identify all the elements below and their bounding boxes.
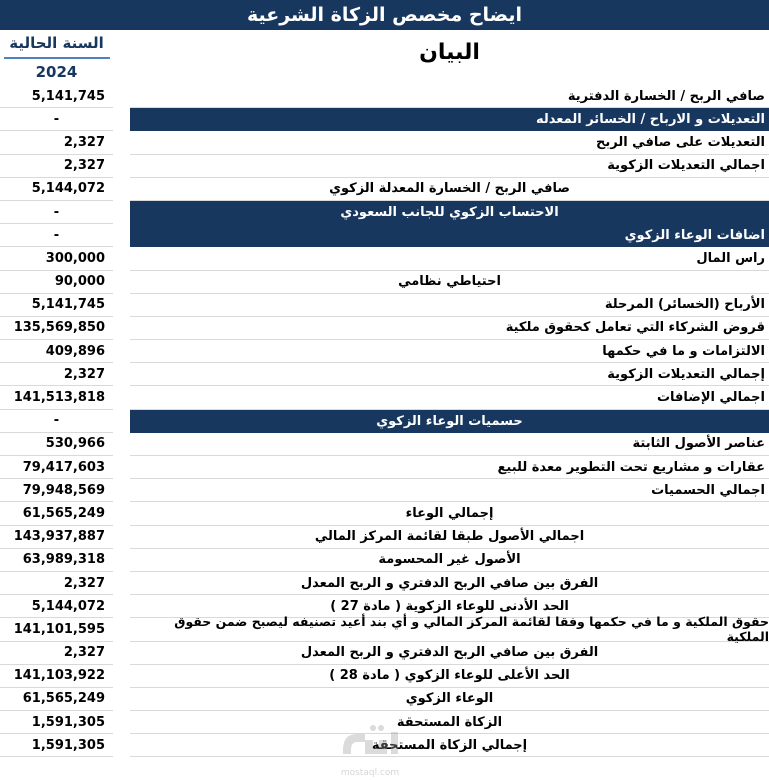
statement-row <box>0 410 769 433</box>
row-label: اجمالي الإضافات <box>130 386 769 409</box>
statement-row <box>0 433 769 456</box>
row-label: صافي الربح / الخسارة الدفترية <box>130 85 769 108</box>
row-amount: 2,327 <box>0 572 113 595</box>
section-header-label: حسميات الوعاء الزكوي <box>130 410 769 433</box>
section-header-label: اضافات الوعاء الزكوي <box>130 224 769 247</box>
row-label: قروض الشركاء التي تعامل كحقوق ملكية <box>130 317 769 340</box>
year-column-header <box>0 32 113 87</box>
row-amount: 79,417,603 <box>0 456 113 479</box>
row-amount: 300,000 <box>0 247 113 270</box>
row-label: عناصر الأصول الثابتة <box>130 433 769 456</box>
statement-row <box>0 456 769 479</box>
row-label: الزكاة المستحقة <box>130 711 769 734</box>
year-underline <box>4 57 110 59</box>
watermark-text: mostaql.com <box>340 768 400 778</box>
statement-row <box>0 688 769 711</box>
current-year-value: 2024 <box>35 63 78 81</box>
row-amount: 135,569,850 <box>0 317 113 340</box>
statement-row <box>0 502 769 525</box>
row-amount: 141,103,922 <box>0 665 113 688</box>
row-amount: 90,000 <box>0 271 113 294</box>
mostaql-watermark <box>335 720 405 778</box>
row-label: الوعاء الزكوي <box>130 688 769 711</box>
row-label: التعديلات على صافي الربح <box>130 131 769 154</box>
row-amount: 5,141,745 <box>0 294 113 317</box>
row-amount: - <box>0 108 113 131</box>
sheet-title: ايضاح مخصص الزكاة الشرعية <box>0 0 769 30</box>
statement-row <box>0 386 769 409</box>
row-amount: 409,896 <box>0 340 113 363</box>
row-label: إجمالي الوعاء <box>130 502 769 525</box>
statement-row <box>0 108 769 131</box>
statement-row <box>0 155 769 178</box>
statement-row <box>0 572 769 595</box>
current-year-label: السنة الحالية <box>9 34 104 52</box>
row-amount: 141,513,818 <box>0 386 113 409</box>
row-label: صافي الربح / الخسارة المعدلة الزكوي <box>130 178 769 201</box>
statement-header: البيان <box>419 40 480 65</box>
row-label: اجمالي الحسميات <box>130 479 769 502</box>
row-amount: 61,565,249 <box>0 502 113 525</box>
statement-row <box>0 549 769 572</box>
row-label: اجمالي التعديلات الزكوية <box>130 155 769 178</box>
row-amount: - <box>0 201 113 224</box>
statement-row <box>0 665 769 688</box>
statement-row <box>0 526 769 549</box>
statement-row <box>0 201 769 224</box>
section-header-label: الاحتساب الزكوي للجانب السعودي <box>130 201 769 224</box>
statement-row <box>0 294 769 317</box>
row-amount: 2,327 <box>0 131 113 154</box>
row-amount: 2,327 <box>0 363 113 386</box>
row-amount: - <box>0 410 113 433</box>
row-amount: 1,591,305 <box>0 711 113 734</box>
row-label: الالتزامات و ما في حكمها <box>130 340 769 363</box>
row-amount: 1,591,305 <box>0 734 113 757</box>
row-label: الحد الأعلى للوعاء الزكوي ( مادة 28 ) <box>130 665 769 688</box>
row-amount: 63,989,318 <box>0 549 113 572</box>
statement-rows <box>0 85 769 757</box>
statement-row <box>0 131 769 154</box>
statement-row <box>0 85 769 108</box>
row-amount: 5,144,072 <box>0 595 113 618</box>
row-amount: 5,144,072 <box>0 178 113 201</box>
statement-row <box>0 479 769 502</box>
mostaql-logo-icon <box>335 720 405 766</box>
statement-row <box>0 642 769 665</box>
statement-row <box>0 178 769 201</box>
row-label: الفرق بين صافي الربح الدفتري و الربح المعدل <box>130 572 769 595</box>
row-amount: - <box>0 224 113 247</box>
section-header-label: التعديلات و الارباح / الخسائر المعدله <box>130 108 769 131</box>
statement-row <box>0 614 769 645</box>
row-label: الفرق بين صافي الربح الدفتري و الربح المعدل <box>130 642 769 665</box>
row-amount: 61,565,249 <box>0 688 113 711</box>
row-label: احتياطي نظامي <box>130 271 769 294</box>
row-label: حقوق الملكية و ما في حكمها وفقا لقائمة المركز المالي و أي بند أعيد تصنيفه ليصبح ضمن حقوق الملكية <box>130 618 769 641</box>
row-amount: 5,141,745 <box>0 85 113 108</box>
row-label: اجمالي الأصول طبقا لقائمة المركز المالي <box>130 526 769 549</box>
row-amount: 530,966 <box>0 433 113 456</box>
row-label: عقارات و مشاريع تحت التطوير معدة للبيع <box>130 456 769 479</box>
row-amount: 2,327 <box>0 155 113 178</box>
statement-row <box>0 247 769 270</box>
row-label: الحد الأدنى للوعاء الزكوية ( مادة 27 ) <box>130 595 769 618</box>
statement-row <box>0 271 769 294</box>
row-label: إجمالي الزكاة المستحقة <box>130 734 769 757</box>
statement-row <box>0 363 769 386</box>
row-amount: 2,327 <box>0 642 113 665</box>
statement-row <box>0 340 769 363</box>
row-label: الأرباح (الخسائر) المرحلة <box>130 294 769 317</box>
row-amount: 141,101,595 <box>0 618 113 641</box>
row-amount: 79,948,569 <box>0 479 113 502</box>
row-label: راس المال <box>130 247 769 270</box>
statement-row <box>0 317 769 340</box>
row-label: الأصول غير المحسومة <box>130 549 769 572</box>
row-amount: 143,937,887 <box>0 526 113 549</box>
statement-row <box>0 224 769 247</box>
row-label: إجمالي التعديلات الزكوية <box>130 363 769 386</box>
